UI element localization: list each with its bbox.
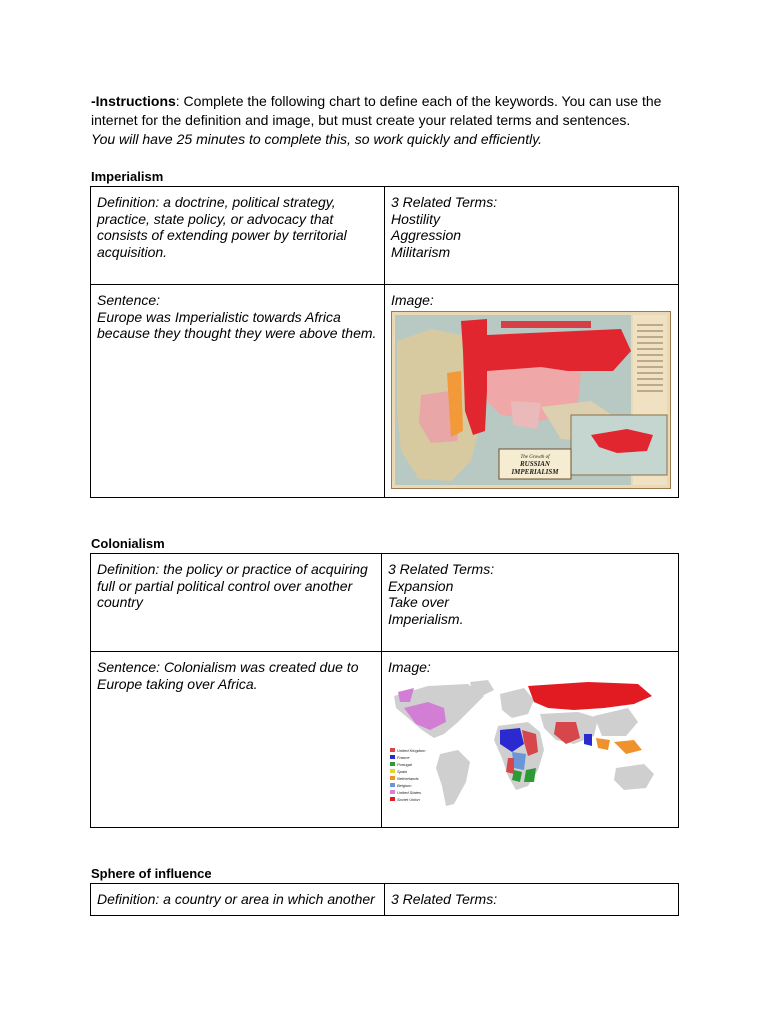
colonialism-definition-cell[interactable] [91, 554, 382, 652]
legend-label-france: France [397, 754, 410, 760]
colonialism-image-cell[interactable] [382, 652, 679, 828]
instructions [91, 92, 691, 149]
imperialism-definition: Definition: a doctrine, political strategy, practice, state policy, or advocacy that consists of extending power by territorial acquisition. [97, 194, 347, 260]
colonial-empires-world-map-image [388, 678, 672, 818]
heading-imperialism: Imperialism [91, 169, 164, 184]
russian-imperialism-map-image [391, 311, 672, 489]
legend-label-portugal: Portugal [397, 761, 412, 767]
map-title: RUSSIAN [520, 459, 550, 468]
imperialism-image-label: Image: [391, 292, 434, 308]
imperialism-sentence: Europe was Imperialistic towards Africa because they thought they were above them. [97, 308, 377, 341]
colonialism-term-3: Imperialism. [388, 610, 464, 627]
legend-label-belgium: Belgium [397, 782, 412, 788]
colonialism-sentence-cell[interactable] [91, 652, 382, 828]
colonialism-terms-cell[interactable] [382, 554, 679, 652]
sphere-table [90, 883, 679, 916]
colonialism-image-label: Image: [388, 659, 431, 675]
time-note: You will have 25 minutes to complete this, so work quickly and efficiently. [91, 131, 543, 147]
legend-label-netherlands: Netherlands [397, 775, 419, 781]
legend-label-spain: Spain [397, 768, 408, 774]
imperialism-table [90, 186, 679, 498]
legend-label-united-states: United States [397, 789, 422, 795]
imperialism-image-cell[interactable] [385, 285, 679, 498]
imperialism-sentence-cell[interactable] [91, 285, 385, 498]
sphere-definition-cell[interactable] [91, 884, 385, 916]
sphere-terms-label: 3 Related Terms: [391, 891, 498, 907]
colonialism-definition: Definition: the policy or practice of acquiring full or partial political control over another country [97, 561, 368, 610]
imperialism-definition-cell[interactable] [91, 187, 385, 285]
imperialism-term-3: Militarism [391, 243, 451, 260]
heading-colonialism: Colonialism [91, 536, 165, 551]
colonialism-table [90, 553, 679, 828]
imperialism-sentence-label: Sentence: [97, 292, 161, 308]
colonialism-sentence: Sentence: Colonialism was created due to Europe taking over Africa. [97, 659, 359, 692]
imperialism-terms-label: 3 Related Terms: [391, 194, 498, 210]
imperialism-term-2: Aggression [391, 227, 462, 243]
imperialism-term-1: Hostility [391, 210, 441, 227]
instructions-text: : Complete the following chart to define each of the keywords. You can use the internet for the definition and image, but must create your related terms and sentences. [91, 93, 662, 128]
colonialism-term-2: Take over [388, 594, 449, 610]
colonialism-terms-label: 3 Related Terms: [388, 561, 495, 577]
sphere-terms-cell[interactable] [385, 884, 679, 916]
legend-label-soviet-union: Soviet Union [397, 796, 420, 802]
colonialism-term-1: Expansion [388, 577, 454, 594]
imperialism-terms-cell[interactable] [385, 187, 679, 285]
map-title-2: IMPERIALISM [511, 467, 559, 476]
heading-sphere-of-influence: Sphere of influence [91, 866, 212, 881]
map-caption-small: The Growth of [520, 454, 550, 460]
legend-label-united-kingdom: United Kingdom [397, 747, 426, 753]
sphere-definition: Definition: a country or area in which another [97, 891, 375, 907]
instructions-label: -Instructions [91, 93, 176, 109]
